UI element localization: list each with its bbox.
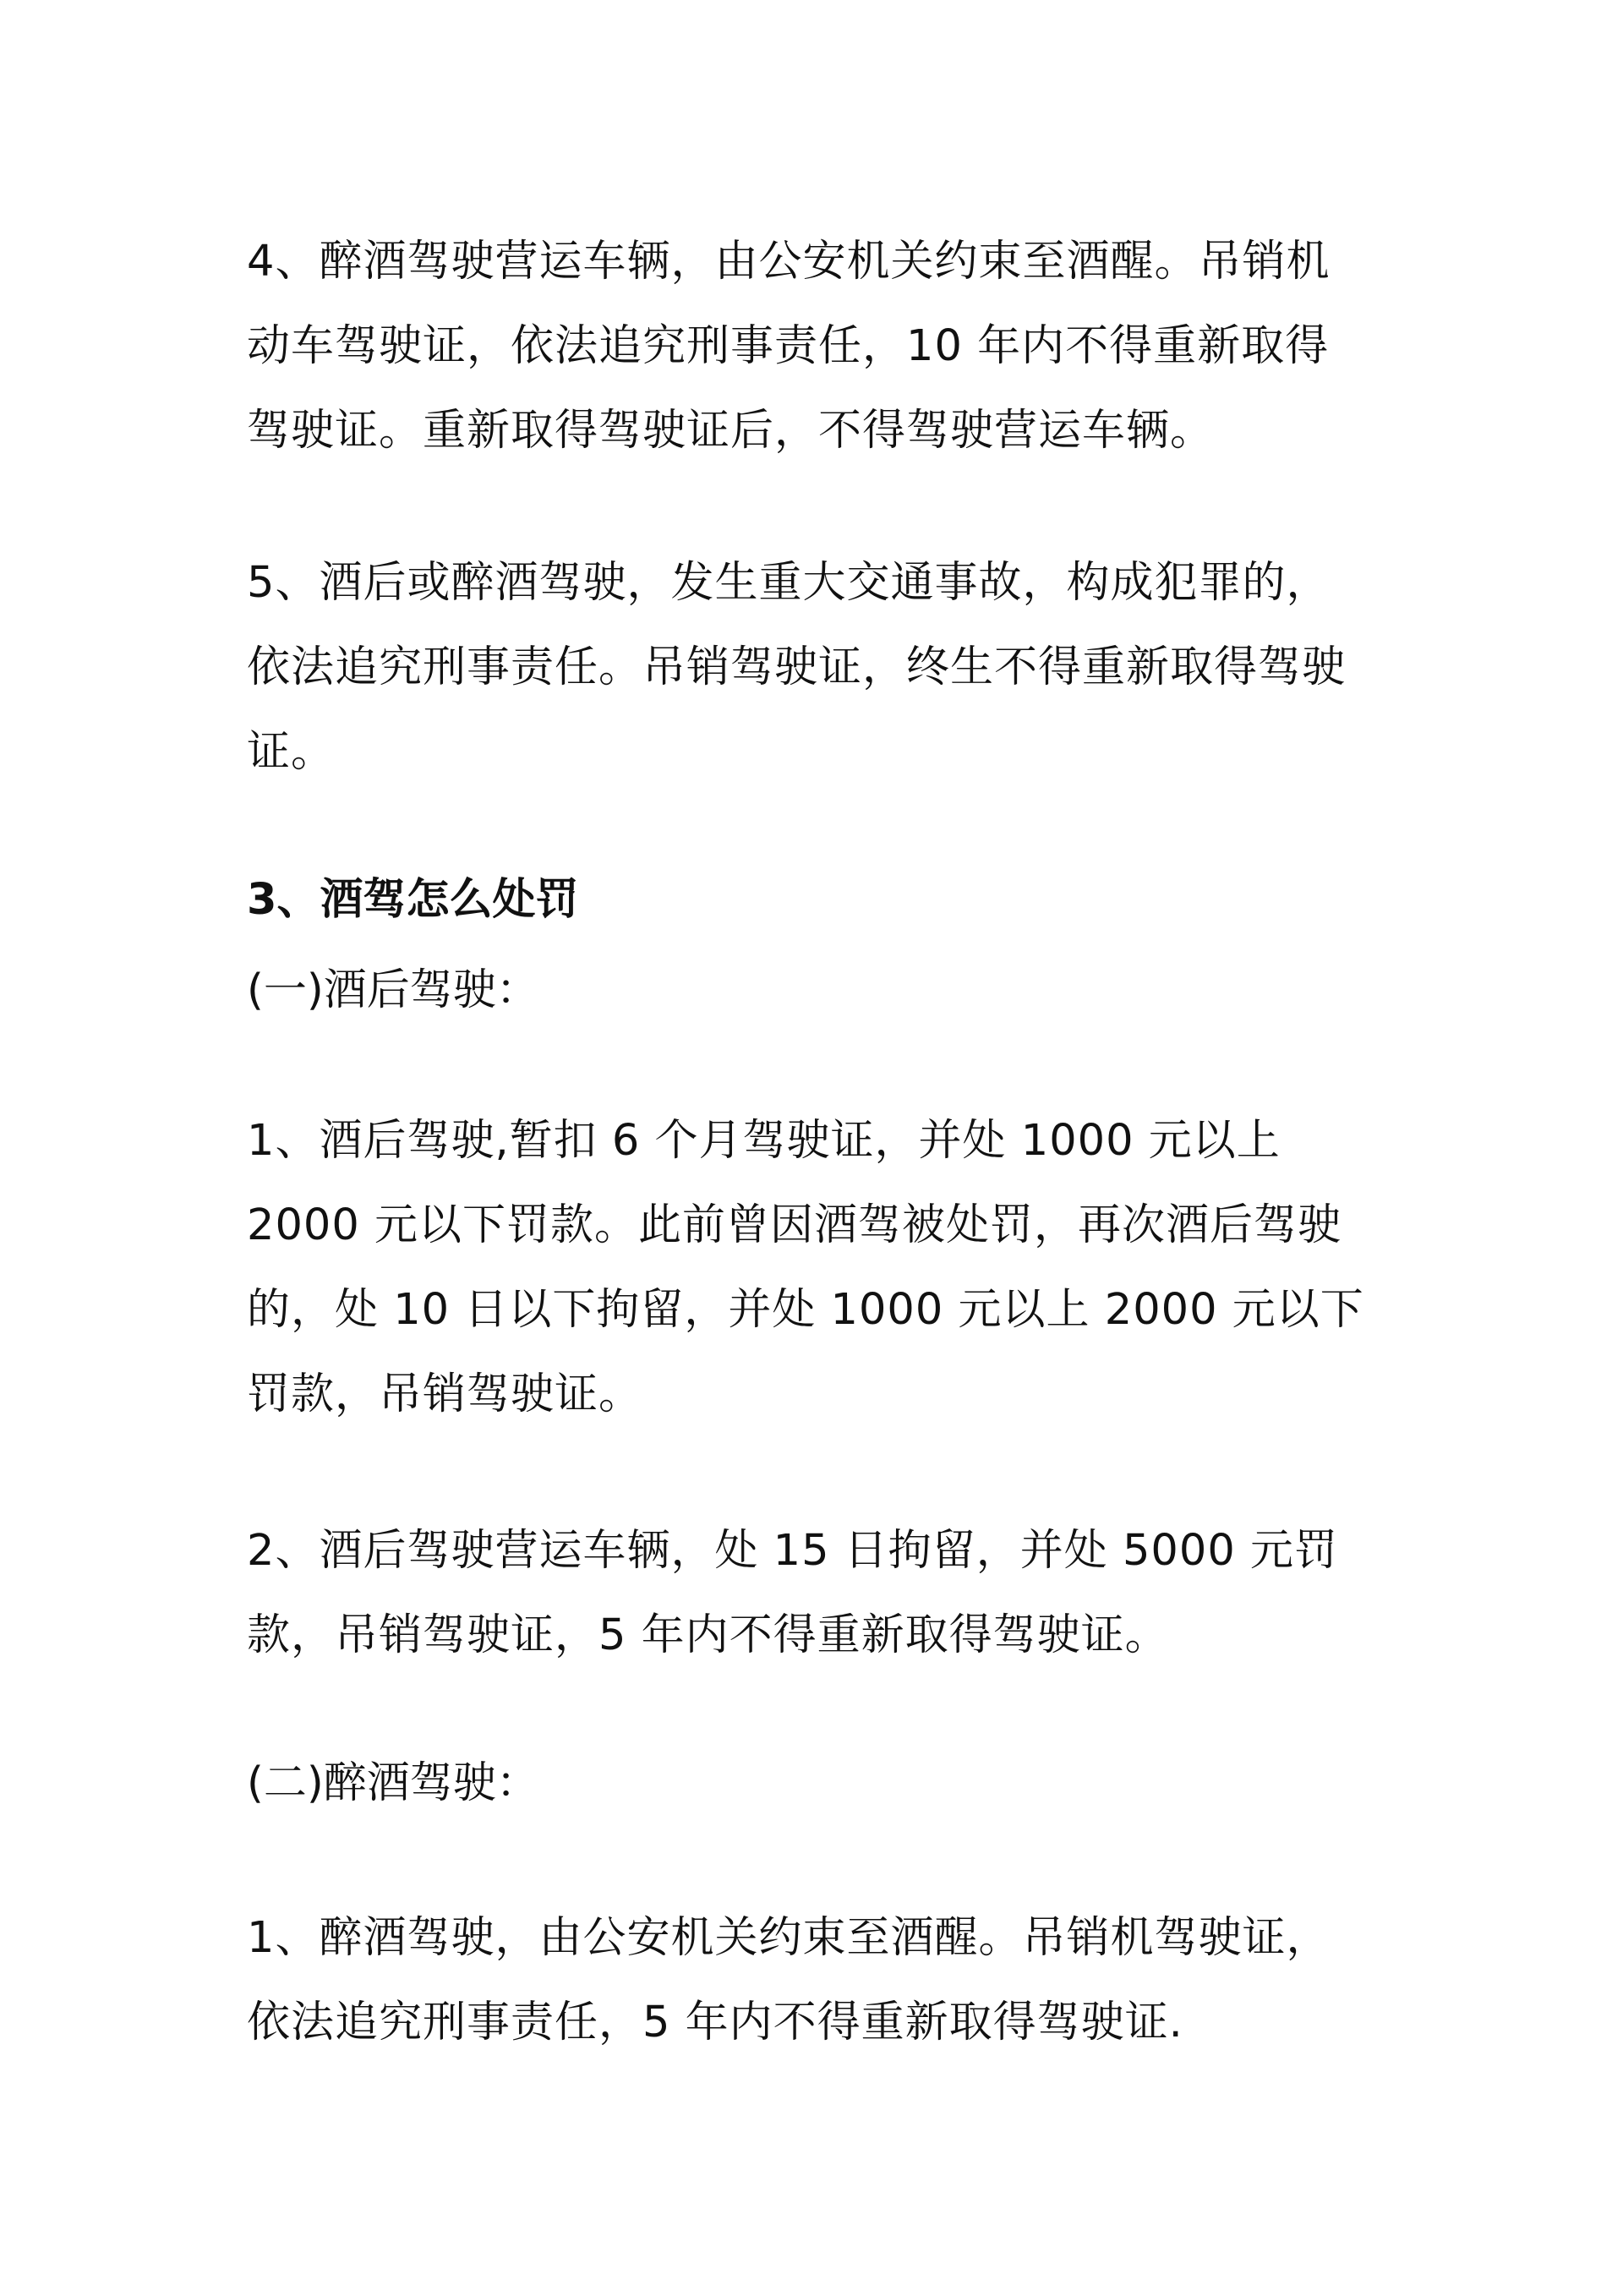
subsection-heading-drunk: (二)醉酒驾驶： <box>247 1758 539 1808</box>
paragraph-line: 驾驶证。重新取得驾驶证后，不得驾驶营运车辆。 <box>247 406 1215 456</box>
paragraph-line: 证。 <box>247 727 336 777</box>
paragraph-line: 5、酒后或醉酒驾驶，发生重大交通事故，构成犯罪的， <box>247 558 1331 608</box>
paragraph-line: 1、酒后驾驶,暂扣 6 个月驾驶证，并处 1000 元以上 <box>247 1116 1281 1166</box>
paragraph-line: 款，吊销驾驶证，5 年内不得重新取得驾驶证。 <box>247 1610 1169 1660</box>
paragraph-sub2-item-1 <box>247 1896 1396 2065</box>
paragraph-line: 动车驾驶证，依法追究刑事责任，10 年内不得重新取得 <box>247 321 1330 371</box>
paragraph-line: 4、醉酒驾驶营运车辆，由公安机关约束至酒醒。吊销机 <box>247 237 1331 287</box>
subsection-heading-drunk-after: (一)酒后驾驶： <box>247 965 539 1015</box>
paragraph-line: 2、酒后驾驶营运车辆，处 15 日拘留，并处 5000 元罚 <box>247 1526 1338 1576</box>
paragraph-sub1-item-2 <box>247 1509 1396 1678</box>
paragraph-line: 罚款，吊销驾驶证。 <box>247 1369 643 1419</box>
paragraph-line: 依法追究刑事责任。吊销驾驶证，终生不得重新取得驾驶 <box>247 642 1347 692</box>
paragraph-item-5 <box>247 541 1396 795</box>
paragraph-item-4 <box>247 220 1396 473</box>
paragraph-line: 依法追究刑事责任，5 年内不得重新取得驾驶证. <box>247 1998 1183 2047</box>
section-heading: 3、酒驾怎么处罚 <box>247 875 579 925</box>
paragraph-line: 2000 元以下罚款。此前曾因酒驾被处罚，再次酒后驾驶 <box>247 1200 1342 1250</box>
paragraph-sub1-item-1 <box>247 1099 1396 1437</box>
paragraph-line: 的，处 10 日以下拘留，并处 1000 元以上 2000 元以下 <box>247 1285 1364 1335</box>
paragraph-line: 1、醉酒驾驶，由公安机关约束至酒醒。吊销机驾驶证， <box>247 1913 1331 1963</box>
